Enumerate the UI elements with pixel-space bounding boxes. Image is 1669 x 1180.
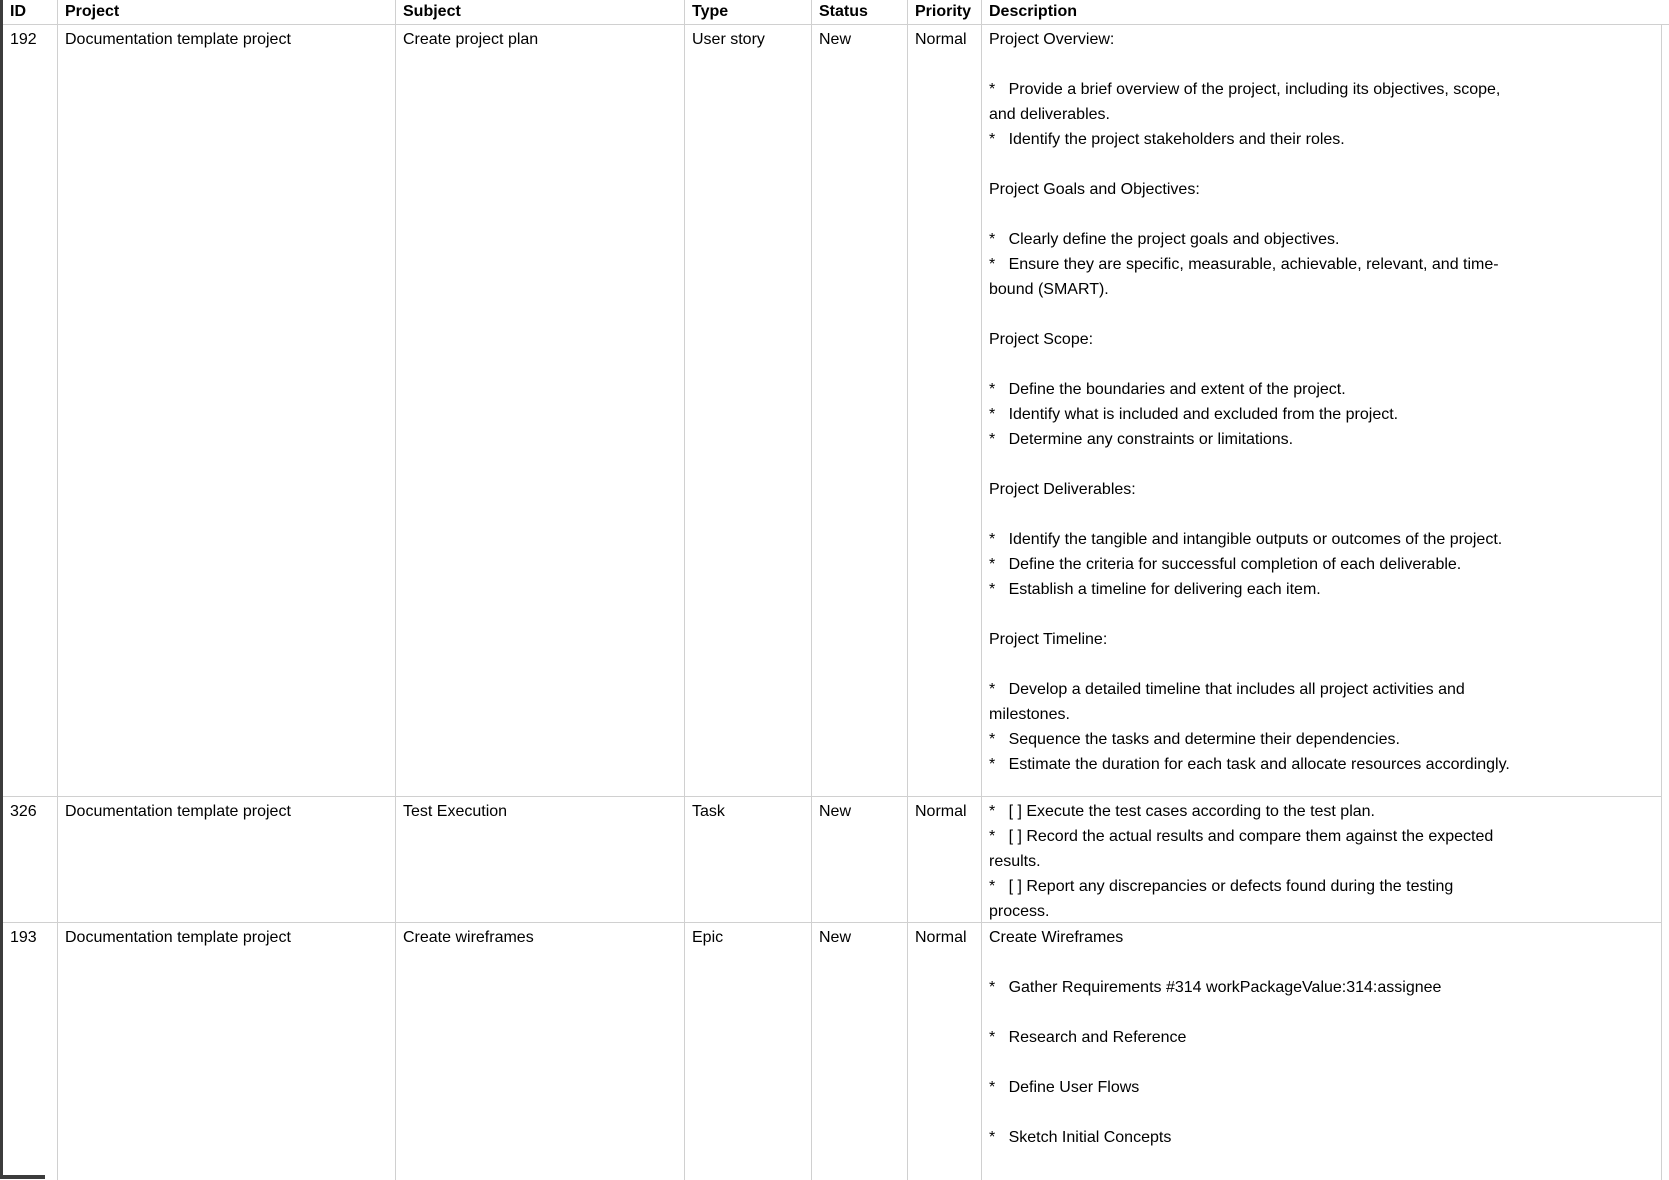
column-header-priority[interactable]: Priority: [908, 0, 982, 24]
cell-subject[interactable]: Create project plan: [396, 25, 685, 796]
description-line: * [ ] Execute the test cases according to the test plan.: [989, 803, 1375, 820]
description-line: * Identify the tangible and intangible outputs or outcomes of the project.: [989, 531, 1503, 548]
description-line: * [ ] Report any discrepancies or defects found during the testing: [989, 878, 1454, 895]
description-line: * Determine any constraints or limitations.: [989, 431, 1294, 448]
cell-type[interactable]: User story: [685, 25, 812, 796]
description-line: Project Deliverables:: [989, 481, 1136, 498]
description-line: [989, 652, 1655, 677]
description-line: [989, 1150, 1655, 1175]
cell-description[interactable]: [982, 25, 1662, 796]
header-underline-extension: [1662, 24, 1669, 25]
description-line: milestones.: [989, 706, 1070, 723]
work-package-table: [3, 0, 1662, 1180]
description-line: Create Wireframes: [989, 929, 1124, 946]
cell-priority[interactable]: Normal: [908, 25, 982, 796]
description-line: results.: [989, 853, 1041, 870]
description-line: * Sequence the tasks and determine their dependencies.: [989, 731, 1400, 748]
description-line: * Ensure they are specific, measurable, achievable, relevant, and time-: [989, 256, 1499, 273]
column-header-subject[interactable]: Subject: [396, 0, 685, 24]
description-line: Project Scope:: [989, 331, 1094, 348]
description-line: * Develop a detailed timeline that includes all project activities and: [989, 681, 1465, 698]
description-line: * Estimate the duration for each task and allocate resources accordingly.: [989, 756, 1510, 773]
horizontal-scrollbar-thumb[interactable]: [0, 1175, 45, 1179]
description-line: * Identify the project stakeholders and their roles.: [989, 131, 1345, 148]
cell-id[interactable]: 326: [3, 797, 58, 922]
table-row-192[interactable]: [3, 25, 1662, 797]
description-line: * [ ] Record the actual results and compare them against the expected: [989, 828, 1494, 845]
cell-status[interactable]: New: [812, 797, 908, 922]
cell-status[interactable]: New: [812, 25, 908, 796]
description-line: and deliverables.: [989, 106, 1110, 123]
description-line: Project Goals and Objectives:: [989, 181, 1200, 198]
description-line: bound (SMART).: [989, 281, 1109, 298]
table-header-row: [3, 0, 1662, 25]
description-line: [989, 602, 1655, 627]
cell-project[interactable]: Documentation template project: [58, 923, 396, 1180]
table-row-326[interactable]: [3, 797, 1662, 923]
description-line: [989, 302, 1655, 327]
cell-project[interactable]: Documentation template project: [58, 797, 396, 922]
description-line: [989, 352, 1655, 377]
description-line: [989, 1000, 1655, 1025]
description-line: [989, 950, 1655, 975]
cell-priority[interactable]: Normal: [908, 923, 982, 1180]
description-line: * Clearly define the project goals and objectives.: [989, 231, 1340, 248]
description-line: * Establish a timeline for delivering each item.: [989, 581, 1321, 598]
column-header-project[interactable]: Project: [58, 0, 396, 24]
table-row-193[interactable]: [3, 923, 1662, 1180]
cell-type[interactable]: Epic: [685, 923, 812, 1180]
column-header-type[interactable]: Type: [685, 0, 812, 24]
cell-status[interactable]: New: [812, 923, 908, 1180]
description-line: [989, 452, 1655, 477]
cell-subject[interactable]: Test Execution: [396, 797, 685, 922]
cell-description[interactable]: [982, 797, 1662, 922]
description-line: * Identify what is included and excluded from the project.: [989, 406, 1399, 423]
description-line: [989, 202, 1655, 227]
description-line: process.: [989, 903, 1050, 920]
cell-project[interactable]: Documentation template project: [58, 25, 396, 796]
column-header-id[interactable]: ID: [3, 0, 58, 24]
description-line: * Gather Requirements #314 workPackageValue:314:assignee: [989, 979, 1442, 996]
description-line: * Provide a brief overview of the project, including its objectives, scope,: [989, 81, 1501, 98]
description-line: * Define the boundaries and extent of the project.: [989, 381, 1346, 398]
cell-subject[interactable]: Create wireframes: [396, 923, 685, 1180]
description-line: [989, 502, 1655, 527]
cell-id[interactable]: 193: [3, 923, 58, 1180]
description-line: [989, 1100, 1655, 1125]
description-line: [989, 152, 1655, 177]
column-header-status[interactable]: Status: [812, 0, 908, 24]
description-line: * Define the criteria for successful completion of each deliverable.: [989, 556, 1462, 573]
description-line: [989, 1050, 1655, 1075]
cell-id[interactable]: 192: [3, 25, 58, 796]
description-line: * Sketch Initial Concepts: [989, 1129, 1172, 1146]
description-line: * Define User Flows: [989, 1079, 1140, 1096]
description-line: Project Timeline:: [989, 631, 1108, 648]
description-line: * Research and Reference: [989, 1029, 1187, 1046]
cell-type[interactable]: Task: [685, 797, 812, 922]
cell-description[interactable]: [982, 923, 1662, 1180]
description-line: [989, 52, 1655, 77]
cell-priority[interactable]: Normal: [908, 797, 982, 922]
column-header-description[interactable]: Description: [989, 3, 1078, 20]
description-line: Project Overview:: [989, 31, 1115, 48]
